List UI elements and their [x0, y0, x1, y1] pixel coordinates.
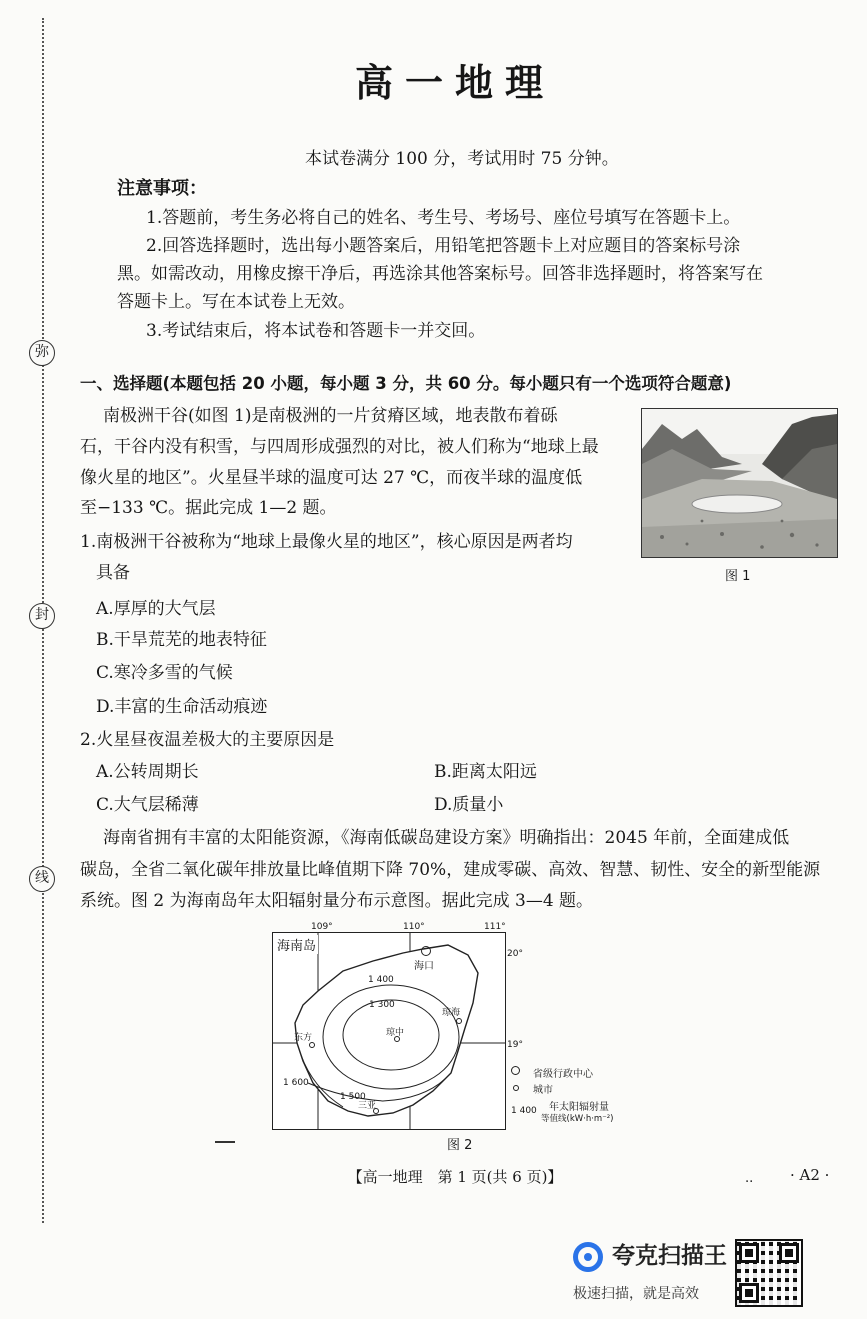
q1-option-b: B.干旱荒芜的地表特征: [96, 630, 267, 650]
scanner-logo-icon: [573, 1242, 603, 1272]
seal-mark-feng: 封: [29, 603, 55, 629]
city-label-qiongzhong: 琼中: [386, 1028, 405, 1038]
legend-capital-label: 省级行政中心: [533, 1069, 593, 1080]
exam-info: 本试卷满分 100 分，考试用时 75 分钟。: [305, 149, 619, 169]
legend-capital-symbol: [511, 1066, 520, 1075]
passage1-line-3: 像火星的地区”。火星昼半球的温度可达 27 ℃，而夜半球的温度低: [80, 468, 583, 488]
q1-option-d: D.丰富的生命活动痕迹: [96, 697, 268, 717]
legend-isoline-label: 年太阳辐射量: [549, 1102, 609, 1113]
isoline-label-1300: 1 300: [369, 1000, 395, 1010]
scan-artifact-line: [215, 1141, 235, 1143]
page-title: 高一地理: [354, 61, 555, 105]
passage2-line-2: 碳岛，全省二氧化碳年排放量比峰值期下降 70%，建成零碳、高效、智慧、韧性、安全的新型能源: [80, 860, 821, 880]
lat-label-20: 20°: [507, 949, 523, 959]
notice-line-1: 1.答题前，考生务必将自己的姓名、考生号、考场号、座位号填写在答题卡上。: [146, 208, 741, 228]
passage1-line-1: 南极洲干谷(如图 1)是南极洲的一片贫瘠区域，地表散布着砾: [103, 406, 558, 426]
lon-label-110: 110°: [403, 922, 425, 932]
q2-option-b: B.距离太阳远: [434, 762, 537, 782]
q2-option-c: C.大气层稀薄: [96, 795, 199, 815]
legend-city-label: 城市: [533, 1085, 553, 1096]
q1-option-a: A.厚厚的大气层: [96, 599, 216, 619]
capital-symbol-haikou: [421, 946, 431, 956]
seal-mark-xian: 线: [29, 866, 55, 892]
legend-city-symbol: [513, 1085, 519, 1091]
passage2-line-1: 海南省拥有丰富的太阳能资源，《海南低碳岛建设方案》明确指出：2045 年前，全面建成低: [103, 828, 790, 848]
legend-isoline-unit: 等值线(kW·h·m⁻²): [541, 1114, 614, 1124]
notice-line-2c: 答题卡上。写在本试卷上无效。: [117, 292, 355, 312]
section-heading: 一、选择题(本题包括 20 小题，每小题 3 分，共 60 分。每小题只有一个选项符合题意): [80, 374, 732, 393]
q1-option-c: C.寒冷多雪的气候: [96, 663, 233, 683]
notice-line-2a: 2.回答选择题时，选出每小题答案后，用铅笔把答题卡上对应题目的答案标号涂: [146, 236, 741, 256]
passage1-line-4: 至−133 ℃。据此完成 1—2 题。: [80, 498, 337, 518]
lat-label-19: 19°: [507, 1040, 523, 1050]
qr-code-icon: [735, 1239, 803, 1307]
passage2-line-3: 系统。图 2 为海南岛年太阳辐射量分布示意图。据此完成 3—4 题。: [80, 891, 594, 911]
city-symbol-qionghai: [456, 1018, 462, 1024]
lon-label-109: 109°: [311, 922, 333, 932]
city-label-qionghai: 琼海: [442, 1008, 461, 1018]
isoline-label-1600: 1 600: [283, 1078, 309, 1088]
footer-dots: ..: [745, 1171, 754, 1186]
q1-stem-line-2: 具备: [96, 563, 130, 583]
passage1-line-2: 石，干谷内没有积雪，与四周形成强烈的对比，被人们称为“地球上最: [80, 437, 599, 457]
notice-heading: 注意事项：: [117, 178, 207, 199]
city-label-haikou: 海口: [414, 961, 434, 972]
isoline-label-1500: 1 500: [340, 1092, 366, 1102]
map-title: 海南岛: [275, 935, 318, 954]
q1-stem-line-1: 1.南极洲干谷被称为“地球上最像火星的地区”，核心原因是两者均: [80, 532, 573, 552]
legend-isoline-value: 1 400: [511, 1106, 537, 1116]
notice-line-3: 3.考试结束后，将本试卷和答题卡一并交回。: [146, 321, 486, 341]
page-footer: 【高一地理 第 1 页(共 6 页)】: [347, 1168, 563, 1186]
isoline-label-1400: 1 400: [368, 975, 394, 985]
city-label-dongfang: 东方: [294, 1033, 313, 1043]
figure1-photo: [641, 408, 838, 558]
q2-option-a: A.公转周期长: [96, 762, 199, 782]
scanner-brand: 夸克扫描王: [612, 1243, 727, 1269]
seal-mark-mi: 弥: [29, 340, 55, 366]
figure1-caption: 图 1: [725, 569, 751, 584]
figure2-caption: 图 2: [447, 1138, 473, 1153]
city-label-sanya: 三亚: [358, 1101, 377, 1111]
lon-label-111: 111°: [484, 922, 506, 932]
dry-valley-photo-illustration: [642, 409, 837, 557]
notice-line-2b: 黑。如需改动，用橡皮擦干净后，再选涂其他答案标号。回答非选择题时，将答案写在: [117, 264, 763, 284]
paper-code: · A2 ·: [790, 1166, 830, 1184]
q2-option-d: D.质量小: [434, 795, 504, 815]
q2-stem: 2.火星昼夜温差极大的主要原因是: [80, 730, 335, 750]
scanner-slogan: 极速扫描，就是高效: [573, 1286, 699, 1302]
